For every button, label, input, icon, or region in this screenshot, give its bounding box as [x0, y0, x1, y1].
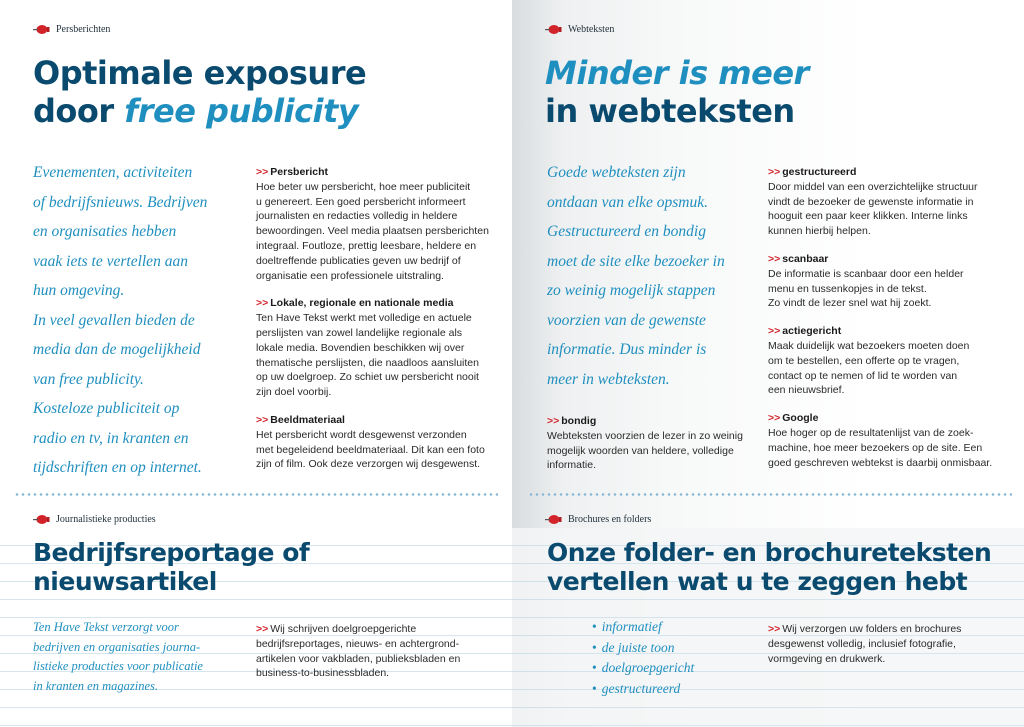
intro-line: meer in webteksten. [547, 370, 670, 388]
body-line-text: bedrijfsreportages, nieuws- en achtergrond- [256, 637, 460, 650]
intro-journalistiek [33, 618, 253, 696]
intro-line: Goede webteksten zijn [547, 164, 686, 181]
intro-line: zo weinig mogelijk stappen [547, 282, 716, 299]
headline-line-1: Bedrijfsreportage of [33, 538, 310, 567]
block-line: een nieuwsbrief. [768, 384, 845, 397]
chevron-icon: >> [256, 297, 269, 310]
block-line: zijn of film. Ook deze verzorgen wij desgewenst. [256, 458, 481, 471]
intro-line: Kosteloze publiciteit op [33, 400, 180, 417]
pushpin-icon [545, 24, 562, 35]
block-line: Webteksten voorzien de lezer in zo weinig [547, 429, 743, 442]
body-brochures [768, 622, 1008, 666]
block-title [768, 411, 1013, 426]
body-line-text: Wij verzorgen uw folders en brochures [782, 623, 962, 635]
body-journalistiek [256, 622, 496, 681]
block-line: Zo vindt de lezer snel wat hij zoekt. [768, 297, 932, 310]
block-line: Ten Have Tekst werkt met volledige en actuele [256, 312, 472, 325]
block-line: integraal. Foutloze, prettig leesbare, heldere en [256, 239, 477, 252]
block-line: contact op te nemen of lid te worden van [768, 369, 958, 382]
section-label-persberichten [33, 24, 110, 35]
text-block [256, 165, 496, 283]
column-brochures [768, 622, 1008, 666]
headline-brochures [547, 538, 991, 596]
block-line: hooguit een paar keer klikken. Interne links [768, 210, 968, 223]
intro-line: en organisaties hebben [33, 223, 177, 240]
body-line [256, 652, 496, 667]
block-line: doeltreffende publicaties geven uw bedrijf of [256, 254, 461, 267]
intro-line: hun omgeving. [33, 282, 125, 299]
headline-line-1: Optimale exposure [33, 54, 367, 92]
intro-line: voorzien van de gewenste [547, 311, 706, 329]
block-line: Maak duidelijk wat bezoekers moeten doen [768, 339, 970, 352]
chevron-icon: >> [256, 413, 269, 426]
intro-line: vaak iets te vertellen aan [33, 252, 188, 270]
intro-line: In veel gevallen bieden de [33, 311, 195, 329]
intro-line: van free publicity. [33, 370, 144, 388]
dotted-divider [528, 493, 1012, 496]
intro-line: Ten Have Tekst verzorgt voor [33, 620, 179, 634]
column-persberichten [256, 165, 496, 485]
block-line: met begeleidend beeldmateriaal. Dit kan een foto [256, 443, 485, 456]
intro-line: of bedrijfsnieuws. Bedrijven [33, 193, 208, 211]
chevron-icon: >> [768, 412, 781, 425]
block-line: journalisten en redacties volledig in heldere [256, 210, 458, 223]
text-block [768, 165, 1013, 239]
bullet-item: • informatief [592, 617, 694, 638]
column-webteksten-bondig [547, 414, 767, 486]
intro-line: moet de site elke bezoeker in [547, 252, 725, 270]
text-block [768, 411, 1013, 470]
block-line: lokale media. Bovendien beschikken wij over [256, 341, 465, 354]
intro-line: bedrijven en organisaties journa- [33, 639, 201, 654]
body-line-text: artikelen voor vakbladen, publieksbladen en [256, 652, 461, 665]
block-title-text: Persbericht [270, 166, 329, 178]
block-line: bewoordingen. Veel media plaatsen persberichten [256, 225, 489, 238]
intro-line: media dan de mogelijkheid [33, 341, 201, 358]
pushpin-icon [33, 514, 50, 525]
block-line: Het persbericht wordt desgewenst verzonden [256, 428, 467, 441]
block-title [768, 324, 1013, 339]
chevron-icon: >> [768, 166, 781, 178]
intro-webteksten [547, 158, 767, 394]
block-title-text: actiegericht [782, 325, 842, 338]
block-line: kunnen hierbij helpen. [768, 225, 871, 238]
block-title [256, 165, 496, 180]
block-title-text: bondig [561, 415, 597, 427]
headline-webteksten [545, 54, 809, 130]
chevron-icon: >> [256, 623, 269, 635]
block-line: zijn doel voorbij. [256, 386, 332, 399]
intro-line: listieke producties voor publicatie [33, 659, 203, 673]
block-title [256, 296, 496, 311]
chevron-icon: >> [768, 623, 781, 635]
bullet-list-brochures [592, 617, 694, 699]
block-line: om te bestellen, een offerte op te vragen, [768, 354, 960, 367]
headline-line-1: Minder is meer [545, 54, 809, 92]
section-label-text: Brochures en folders [568, 514, 652, 525]
block-line: goed geschreven webtekst is daarbij onmisbaar. [768, 456, 993, 469]
block-line: u genereert. Een goed persbericht informeert [256, 195, 466, 208]
block-line: vindt de bezoeker de gewenste informatie in [768, 195, 974, 208]
headline-line-2: door free publicity [33, 92, 359, 130]
text-block [547, 414, 767, 473]
block-title-text: Google [782, 412, 819, 425]
section-label-text: Journalistieke producties [56, 514, 156, 525]
block-title-text: scanbaar [782, 252, 829, 265]
block-title-text: gestructureerd [782, 166, 857, 178]
intro-persberichten [33, 158, 248, 483]
text-block [256, 296, 496, 400]
chevron-icon: >> [768, 325, 781, 338]
body-line [256, 637, 496, 652]
intro-line: in kranten en magazines. [33, 678, 158, 693]
intro-line: Gestructureerd en bondig [547, 223, 706, 240]
body-line [256, 666, 496, 681]
text-block [768, 324, 1013, 398]
headline-line-2: in webteksten [545, 92, 795, 130]
headline-italic: free publicity [124, 92, 359, 130]
section-label-webteksten [545, 24, 614, 35]
block-line: Hoe beter uw persbericht, hoe meer publiciteit [256, 180, 471, 193]
bullet-item: • doelgroepgericht [592, 658, 694, 679]
block-title [547, 414, 767, 429]
body-line [768, 622, 1008, 637]
bullet-item: • gestructureerd [592, 679, 694, 700]
headline-journalistiek [33, 538, 309, 596]
headline-line-2: vertellen wat u te zeggen hebt [547, 567, 968, 596]
intro-line: ontdaan van elke opsmuk. [547, 193, 708, 211]
pushpin-icon [33, 24, 50, 35]
body-line-text: vormgeving en drukwerk. [768, 652, 886, 665]
intro-line: radio en tv, in kranten en [33, 429, 189, 447]
body-line [768, 637, 1008, 652]
block-line: thematische perslijsten, die naadloos aansluiten [256, 356, 479, 369]
block-line: informatie. [547, 459, 597, 472]
block-line: Hoe hoger op de resultatenlijst van de zoek- [768, 426, 974, 439]
chevron-icon: >> [547, 415, 560, 427]
body-line [768, 652, 1008, 667]
block-title [256, 413, 496, 428]
headline-line-1: Onze folder- en brochureteksten [547, 538, 992, 567]
block-line: menu en tussenkopjes in de tekst. [768, 282, 927, 295]
section-label-brochures [545, 514, 651, 525]
section-label-journalistiek [33, 514, 156, 525]
text-block [256, 413, 496, 472]
block-line: organisatie een professionele uitstraling. [256, 269, 444, 282]
headline-persberichten [33, 54, 366, 130]
intro-line: tijdschriften en op internet. [33, 459, 202, 476]
chevron-icon: >> [768, 252, 781, 265]
intro-line: Evenementen, activiteiten [33, 164, 193, 181]
column-journalistiek [256, 622, 496, 681]
column-webteksten [768, 165, 1013, 483]
block-line: mogelijk woorden van heldere, volledige [547, 444, 734, 457]
chevron-icon: >> [256, 166, 269, 178]
body-line-text: business-to-businessbladen. [256, 667, 390, 680]
right-page [512, 0, 1024, 727]
pushpin-icon [545, 514, 562, 525]
text-block [768, 252, 1013, 311]
headline-line-2: nieuwsartikel [33, 567, 217, 596]
bullet-item: • de juiste toon [592, 638, 694, 659]
block-title [768, 252, 1013, 267]
block-line: De informatie is scanbaar door een helder [768, 267, 964, 280]
block-line: perslijsten van zowel landelijke regionale als [256, 326, 463, 339]
section-label-text: Webteksten [568, 24, 615, 35]
intro-line: informatie. Dus minder is [547, 341, 707, 358]
block-line: Door middel van een overzichtelijke structuur [768, 180, 978, 193]
block-line: machine, hoe meer bezoekers op de site. Een [768, 441, 983, 454]
block-line: op uw doelgroep. Zo schiet uw persbericht nooit [256, 371, 479, 384]
block-title-text: Lokale, regionale en nationale media [270, 297, 454, 310]
block-title-text: Beeldmateriaal [270, 413, 345, 426]
section-label-text: Persberichten [56, 24, 111, 35]
body-line-text: desgewenst volledig, inclusief fotografie, [768, 637, 956, 650]
block-title [768, 165, 1013, 180]
body-line [256, 622, 496, 637]
dotted-divider [14, 493, 498, 496]
body-line-text: Wij schrijven doelgroepgerichte [270, 623, 417, 635]
